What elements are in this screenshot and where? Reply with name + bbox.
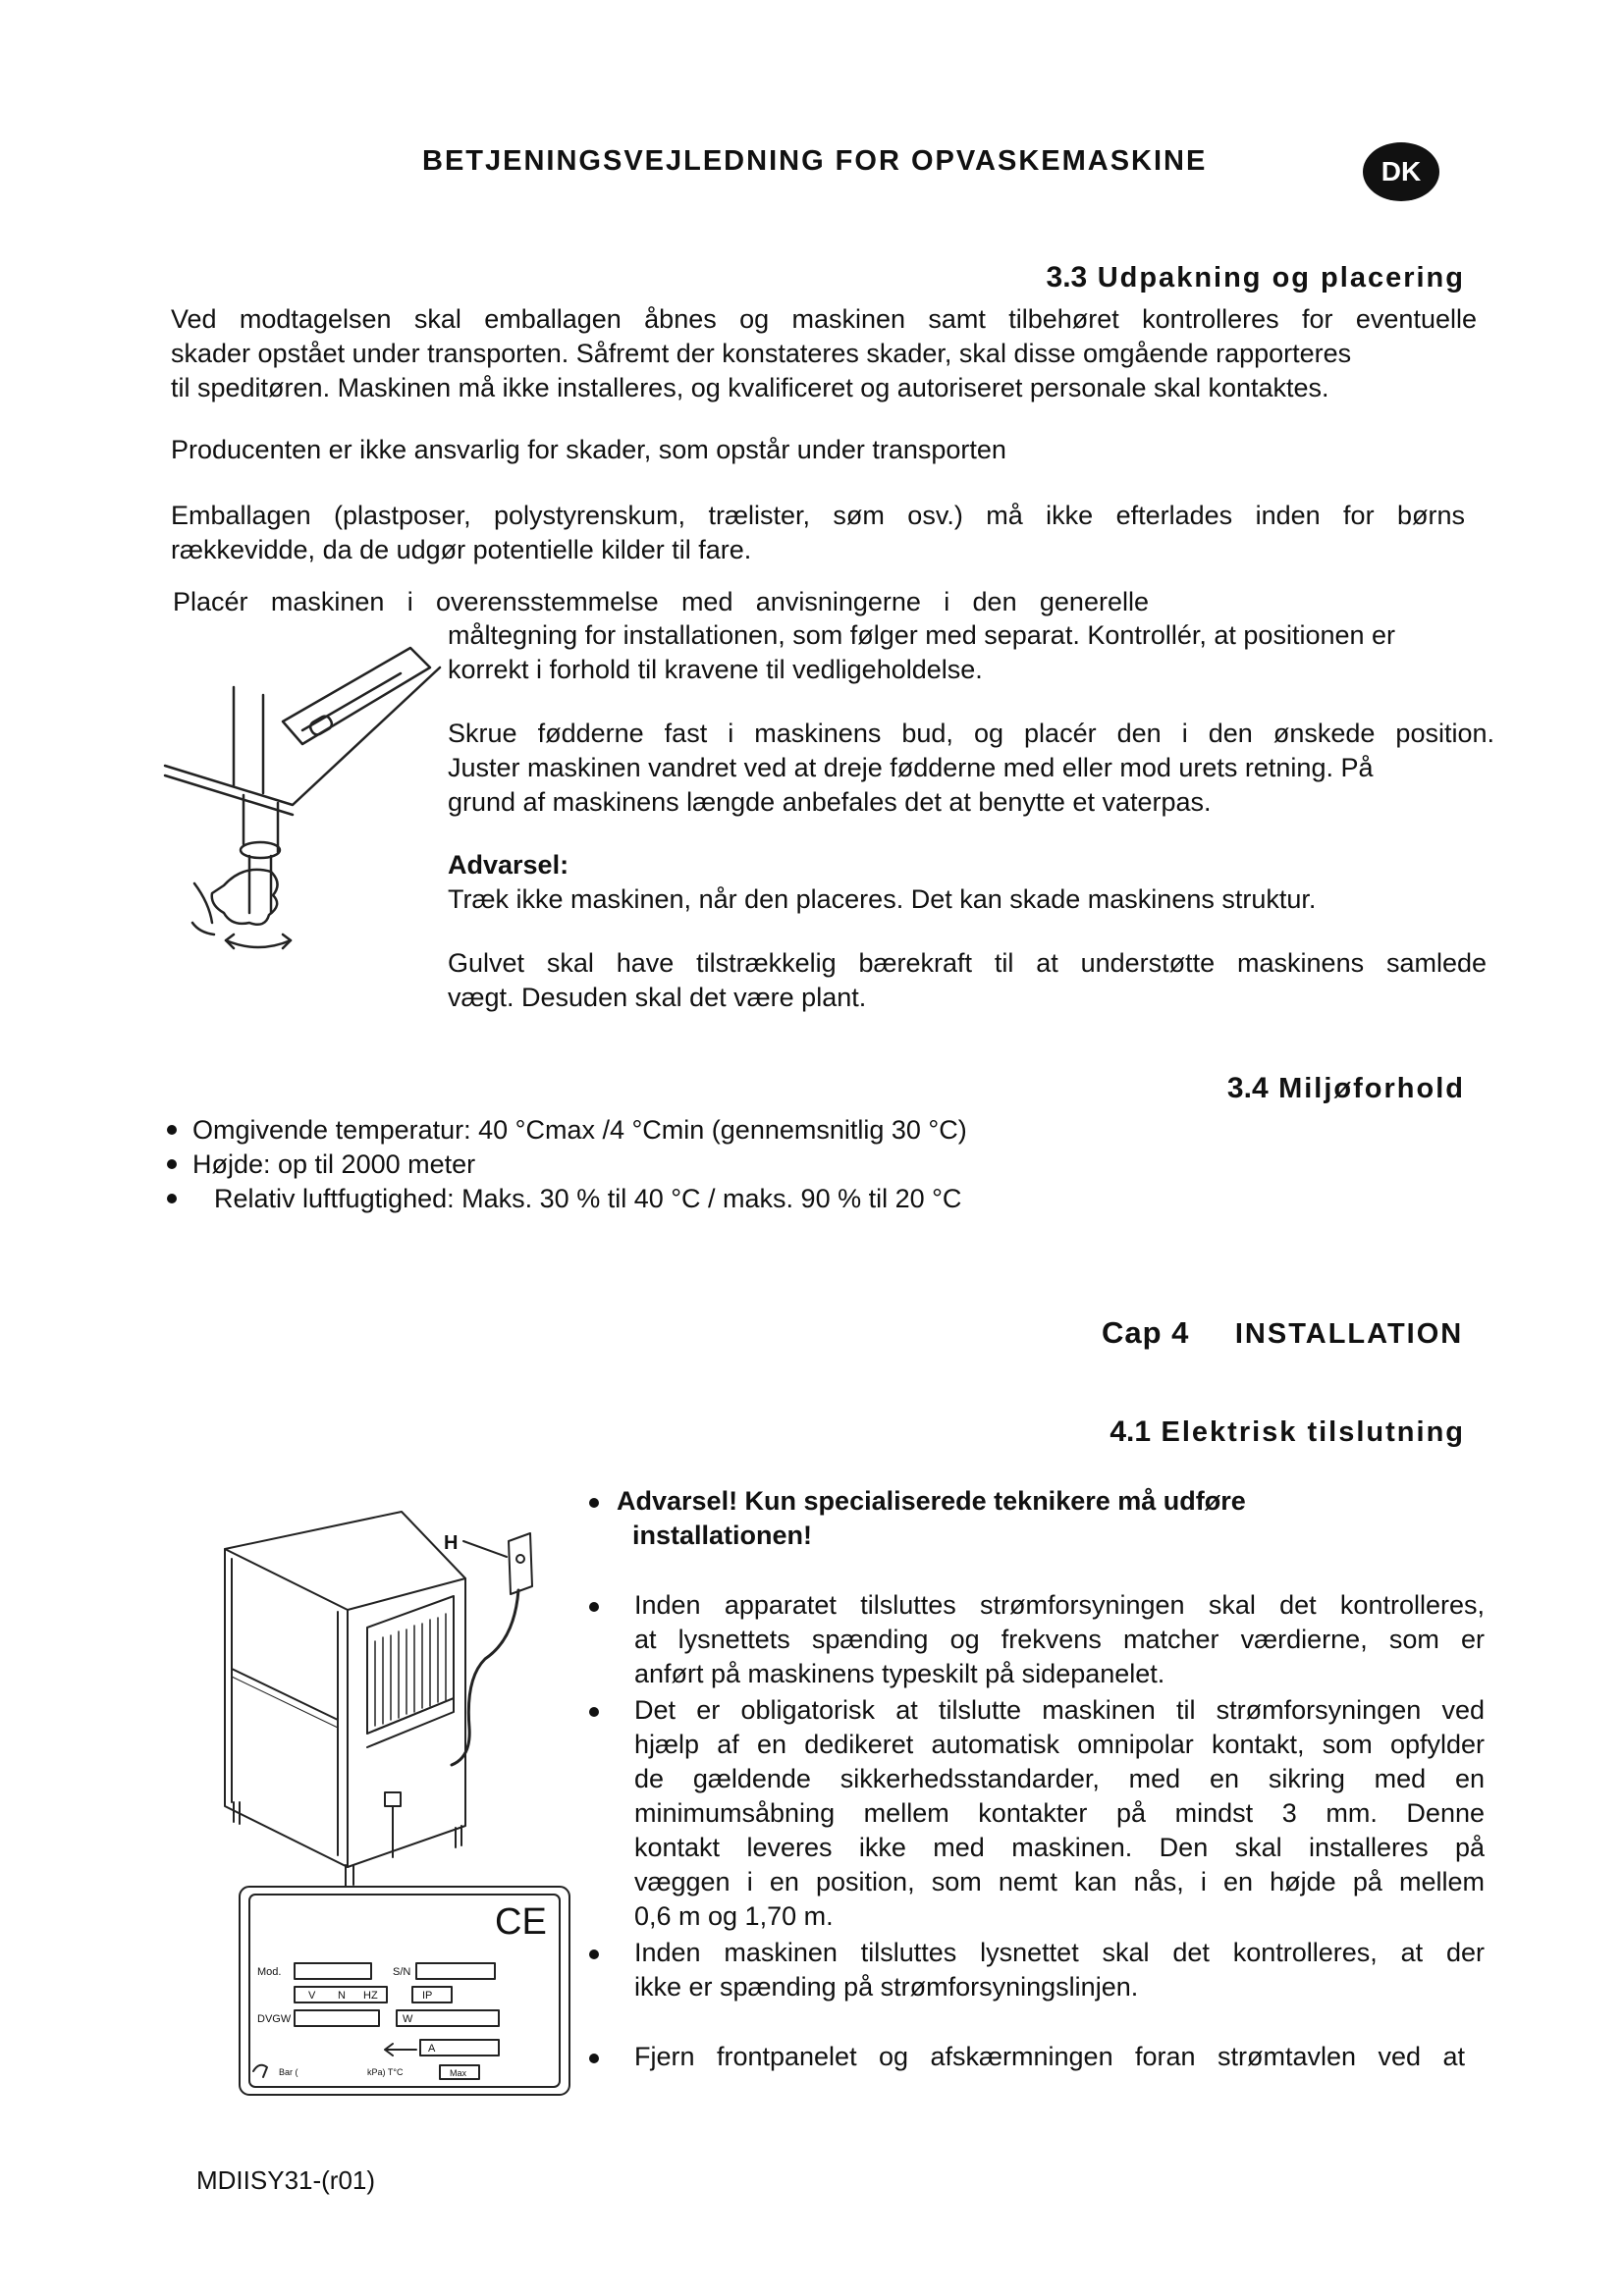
list-item bbox=[585, 1693, 1485, 1934]
text-line: anført på maskinens typeskilt på sidepanelet. bbox=[634, 1659, 1165, 1688]
list-item-text: Højde: op til 2000 meter bbox=[192, 1149, 476, 1179]
floor-paragraph bbox=[448, 946, 1487, 1015]
ce-mark: CE bbox=[495, 1901, 547, 1943]
text-line: Det er obligatorisk at tilslutte maskinen til strømforsyningen ved bbox=[634, 1695, 1485, 1725]
plate-ip-label: IP bbox=[422, 1990, 433, 2002]
document-code: MDIISY31-(r01) bbox=[196, 2165, 376, 2195]
plate-a-label: A bbox=[428, 2043, 436, 2055]
text-line: 0,6 m og 1,70 m. bbox=[634, 1901, 834, 1931]
section-heading-3-3 bbox=[1047, 261, 1465, 294]
plate-v-label: V bbox=[308, 1990, 316, 2002]
text-line: Skrue fødderne fast i maskinens bud, og placér den i den ønskede position. bbox=[448, 719, 1494, 748]
environment-list bbox=[167, 1113, 967, 1216]
bullet-icon bbox=[589, 1707, 599, 1717]
text-line: korrekt i forhold til kravene til vedligeholdelse. bbox=[448, 655, 983, 684]
list-item bbox=[585, 1936, 1485, 2004]
text-line: ikke er spænding på strømforsyningslinjen. bbox=[634, 1972, 1139, 2002]
plate-dvgw-label: DVGW bbox=[257, 2013, 292, 2025]
section-title: Elektrisk tilslutning bbox=[1161, 1416, 1465, 1448]
unpacking-paragraph bbox=[171, 302, 1477, 405]
section-title: Udpakning og placering bbox=[1097, 262, 1465, 294]
chapter-heading bbox=[1102, 1315, 1463, 1351]
list-item bbox=[167, 1148, 967, 1182]
placement-continued bbox=[448, 618, 1469, 687]
list-item-text: Omgivende temperatur: 40 °Cmax /4 °Cmin (gennemsnitlig 30 °C) bbox=[192, 1115, 967, 1145]
list-item bbox=[167, 1182, 967, 1216]
plate-max-label: Max bbox=[450, 2068, 467, 2078]
list-item bbox=[167, 1113, 967, 1148]
text-line: at lysnettets spænding og frekvens matcher værdierne, som er bbox=[634, 1625, 1485, 1654]
section-heading-4-1 bbox=[1110, 1415, 1465, 1449]
plate-n-label: N bbox=[338, 1990, 346, 2002]
text-line: hjælp af en dedikeret automatisk omnipolar kontakt, som opfylder bbox=[634, 1730, 1485, 1759]
text-line: måltegning for installationen, som følger med separat. Kontrollér, at positionen er bbox=[448, 620, 1396, 650]
section-heading-3-4 bbox=[1227, 1072, 1465, 1105]
bullet-icon bbox=[167, 1125, 177, 1135]
electrical-bullets bbox=[585, 1484, 1489, 2074]
warning-text: Træk ikke maskinen, når den placeres. Det kan skade maskinens struktur. bbox=[448, 884, 1317, 914]
feet-paragraph bbox=[448, 717, 1494, 820]
h-label: H bbox=[444, 1532, 459, 1554]
text-line: vægt. Desuden skal det være plant. bbox=[448, 983, 867, 1012]
liability-paragraph: Producenten er ikke ansvarlig for skader, som opstår under transporten bbox=[171, 435, 1006, 464]
bullet-icon bbox=[589, 1498, 599, 1508]
warning-block bbox=[448, 848, 1494, 917]
bullet-icon bbox=[589, 2054, 599, 2063]
list-item bbox=[585, 1588, 1485, 1691]
warning-label: Advarsel: bbox=[448, 850, 569, 880]
text-line: Fjern frontpanelet og afskærmningen foran strømtavlen ved at bbox=[634, 2042, 1465, 2071]
text-line: til speditøren. Maskinen må ikke installeres, og kvalificeret og autoriseret personale skal kontaktes. bbox=[171, 373, 1329, 402]
chapter-number: Cap 4 bbox=[1102, 1315, 1190, 1350]
text-line: Advarsel! Kun specialiserede teknikere må udføre bbox=[617, 1486, 1246, 1516]
plate-bar-label: Bar ( bbox=[279, 2067, 298, 2077]
list-item bbox=[585, 2040, 1465, 2074]
section-number: 3.4 bbox=[1226, 1072, 1269, 1104]
bullet-icon bbox=[167, 1159, 177, 1169]
text-line: installationen! bbox=[632, 1521, 813, 1550]
text-line: Juster maskinen vandret ved at dreje fødderne med eller mod urets retning. På bbox=[448, 753, 1374, 782]
plate-kpa-label: kPa) T°C bbox=[367, 2067, 404, 2077]
foot-adjustment-illustration bbox=[155, 628, 440, 952]
language-badge-label: DK bbox=[1380, 156, 1422, 187]
text-line: Inden apparatet tilsluttes strømforsyningen skal det kontrolleres, bbox=[634, 1590, 1485, 1620]
packaging-paragraph bbox=[171, 499, 1465, 567]
text-line: Emballagen (plastposer, polystyrenskum, trælister, søm osv.) må ikke efterlades inden for børns bbox=[171, 501, 1465, 530]
bullet-icon bbox=[167, 1194, 177, 1203]
bullet-icon bbox=[589, 1949, 599, 1959]
bullet-icon bbox=[589, 1602, 599, 1612]
section-title: Miljøforhold bbox=[1278, 1073, 1465, 1104]
section-number: 3.3 bbox=[1046, 261, 1088, 294]
machine-rating-plate-illustration bbox=[220, 1502, 573, 2101]
text-line: minimumsåbning mellem kontakter på mindst 3 mm. Denne bbox=[634, 1798, 1485, 1828]
language-badge bbox=[1363, 142, 1439, 201]
text-line: Gulvet skal have tilstrækkelig bærekraft til at understøtte maskinens samlede bbox=[448, 948, 1487, 978]
text-line: kontakt leveres ikke med maskinen. Den skal installeres på bbox=[634, 1833, 1485, 1862]
plate-w-label: W bbox=[403, 2013, 413, 2025]
chapter-title: INSTALLATION bbox=[1234, 1318, 1464, 1350]
text-line: grund af maskinens længde anbefales det at benytte et vaterpas. bbox=[448, 787, 1212, 817]
plate-hz-label: HZ bbox=[363, 1990, 378, 2002]
page-title: BETJENINGSVEJLEDNING FOR OPVASKEMASKINE bbox=[422, 145, 1208, 177]
text-line: Ved modtagelsen skal emballagen åbnes og maskinen samt tilbehøret kontrolleres for eventuelle bbox=[171, 304, 1477, 334]
list-item bbox=[585, 1484, 1489, 1553]
text-line: rækkevidde, da de udgør potentielle kilder til fare. bbox=[171, 535, 752, 564]
list-item-text: Relativ luftfugtighed: Maks. 30 % til 40 °C / maks. 90 % til 20 °C bbox=[214, 1184, 962, 1213]
plate-sn-label: S/N bbox=[393, 1966, 411, 1978]
plate-mod-label: Mod. bbox=[257, 1966, 282, 1978]
section-number: 4.1 bbox=[1110, 1415, 1152, 1448]
text-line: væggen i en position, som nemt kan nås, i en højde på mellem bbox=[634, 1867, 1485, 1896]
text-line: skader opstået under transporten. Såfremt der konstateres skader, skal disse omgående rapporteres bbox=[171, 339, 1352, 368]
placement-line: Placér maskinen i overensstemmelse med anvisningerne i den generelle bbox=[173, 587, 1149, 616]
text-line: Inden maskinen tilsluttes lysnettet skal det kontrolleres, at der bbox=[634, 1938, 1485, 1967]
text-line: de gældende sikkerhedsstandarder, med en sikring med en bbox=[634, 1764, 1485, 1793]
